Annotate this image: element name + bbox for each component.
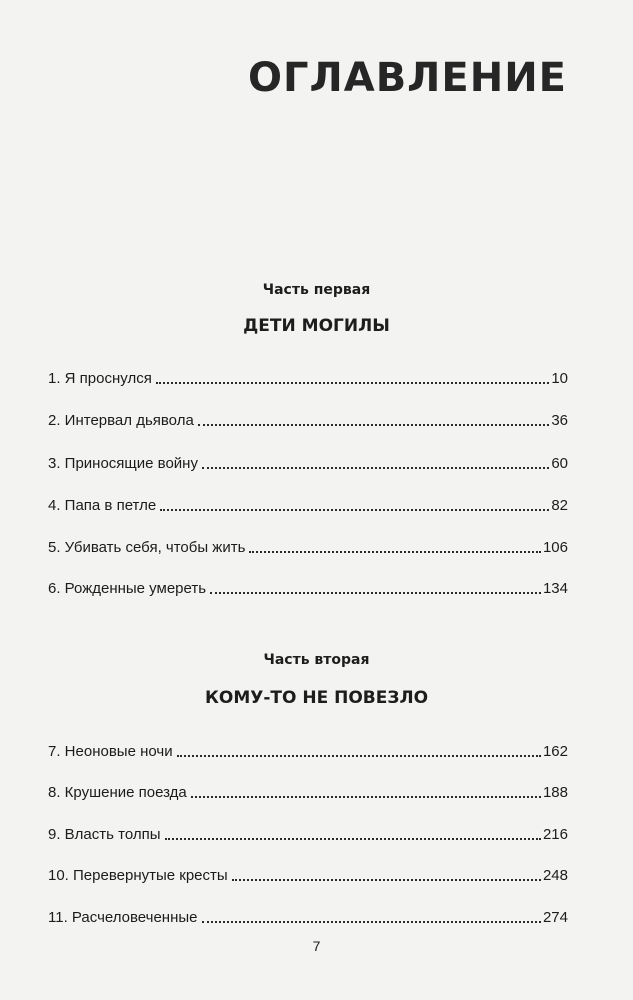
chapter-title: 10. Перевернутые кресты bbox=[48, 867, 228, 884]
chapter-title: 7. Неоновые ночи bbox=[48, 743, 173, 760]
toc-entry bbox=[48, 408, 568, 430]
part-2-name: КОМУ-ТО НЕ ПОВЕЗЛО bbox=[204, 688, 429, 708]
toc-entry bbox=[48, 739, 568, 761]
chapter-page: 162 bbox=[542, 743, 568, 760]
chapter-title: 2. Интервал дьявола bbox=[48, 412, 194, 429]
chapter-title: 3. Приносящие войну bbox=[48, 455, 198, 472]
dot-leader bbox=[191, 796, 541, 798]
dot-leader bbox=[232, 879, 541, 881]
chapter-page: 134 bbox=[542, 580, 568, 597]
chapter-title: 1. Я проснулся bbox=[48, 370, 152, 387]
chapter-page: 274 bbox=[542, 909, 568, 926]
toc-entry bbox=[48, 822, 568, 844]
dot-leader bbox=[156, 382, 549, 384]
toc-entry bbox=[48, 780, 568, 802]
chapter-page: 82 bbox=[551, 497, 568, 514]
toc-entry bbox=[48, 905, 568, 927]
dot-leader bbox=[177, 755, 541, 757]
toc-entry bbox=[48, 863, 568, 885]
dot-leader bbox=[202, 921, 541, 923]
chapter-page: 60 bbox=[551, 455, 568, 472]
part-1-label: Часть первая bbox=[262, 282, 371, 298]
chapter-title: 6. Рожденные умереть bbox=[48, 580, 207, 597]
chapter-page: 188 bbox=[542, 784, 568, 801]
chapter-page: 10 bbox=[551, 370, 568, 387]
toc-entry bbox=[48, 451, 568, 473]
chapter-title: 9. Власть толпы bbox=[48, 826, 161, 843]
page-title: ОГЛАВЛЕНИЕ bbox=[248, 55, 567, 101]
toc-entry bbox=[48, 493, 568, 515]
dot-leader bbox=[210, 592, 541, 594]
page-number: 7 bbox=[312, 938, 321, 954]
dot-leader bbox=[160, 509, 549, 511]
dot-leader bbox=[198, 424, 550, 426]
dot-leader bbox=[202, 467, 549, 469]
toc-entry bbox=[48, 366, 568, 388]
dot-leader bbox=[249, 551, 541, 553]
toc-entry bbox=[48, 535, 568, 557]
part-2-label: Часть вторая bbox=[263, 652, 370, 668]
chapter-title: 4. Папа в петле bbox=[48, 497, 157, 514]
chapter-page: 216 bbox=[542, 826, 568, 843]
chapter-title: 11. Расчеловеченные bbox=[48, 909, 198, 926]
chapter-page: 248 bbox=[542, 867, 568, 884]
chapter-page: 36 bbox=[551, 412, 568, 429]
part-1-name: ДЕТИ МОГИЛЫ bbox=[243, 316, 390, 336]
toc-entry bbox=[48, 576, 568, 598]
chapter-page: 106 bbox=[542, 539, 568, 556]
chapter-title: 5. Убивать себя, чтобы жить bbox=[48, 539, 246, 556]
dot-leader bbox=[165, 838, 541, 840]
chapter-title: 8. Крушение поезда bbox=[48, 784, 187, 801]
